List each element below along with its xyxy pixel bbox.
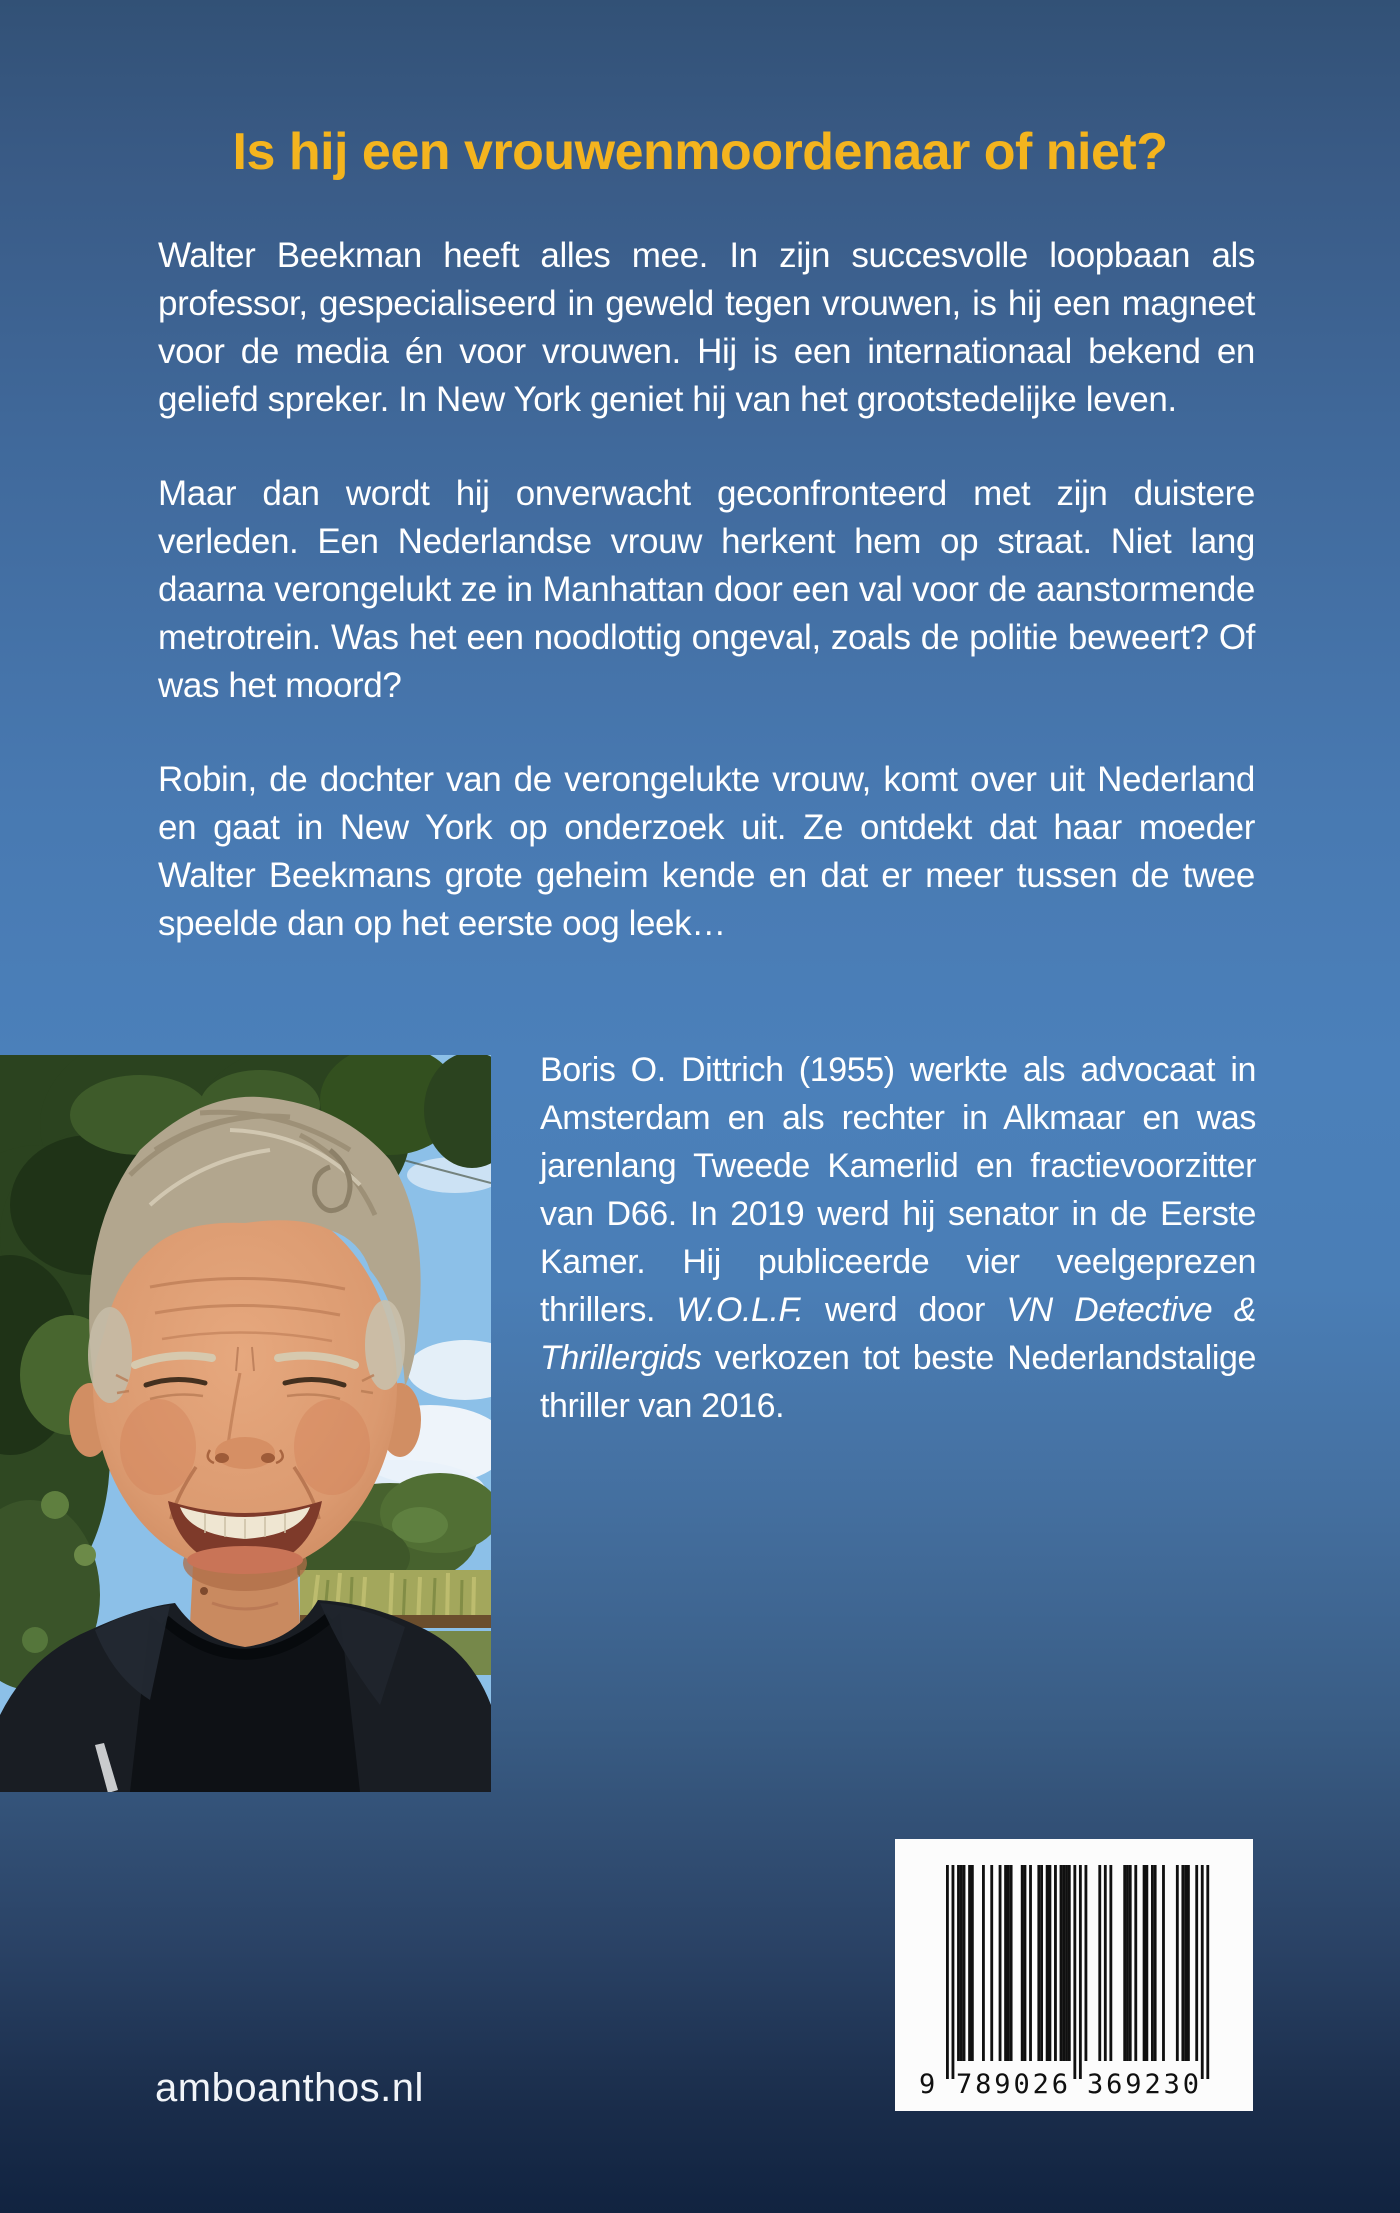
bio-text-segment: werd door	[803, 1291, 1007, 1329]
headline: Is hij een vrouwenmoordenaar of niet?	[232, 123, 1168, 181]
synopsis-paragraph-2: Maar dan wordt hij onverwacht geconfronteerd met zijn duistere verleden. Een Nederlandse vrouw herkent hem op straat. Niet lang daarna verongelukt ze in Manhattan door een val voor de aanstormende metrotrein. Was het een noodlottig ongeval, zoals de politie beweert? Of was het moord?	[158, 474, 1255, 705]
author-photo	[0, 1055, 491, 1792]
bio-text-segment: verkozen tot beste Nederlandstalige thriller van 2016.	[540, 1339, 1256, 1425]
bio-italic-title: VN Detective & Thrillergids	[540, 1291, 1256, 1377]
barcode	[895, 1839, 1253, 2111]
bio-text-segment: Boris O. Dittrich (1955) werkte als advocaat in Amsterdam en als rechter in Alkmaar en was jarenlang Tweede Kamerlid en fractievoorzitter van D66. In 2019 werd hij senator in de Eerste Kamer. Hij publiceerde vier veelgeprezen thrillers.	[540, 1051, 1256, 1329]
publisher-website: amboanthos.nl	[155, 2066, 424, 2110]
bio-italic-title: W.O.L.F.	[676, 1291, 804, 1329]
barcode-bars	[946, 1865, 1209, 2079]
author-bio-text	[540, 1046, 1256, 1430]
barcode-digit-prefix: 9	[919, 2069, 936, 2100]
barcode-digit-group2: 369230	[1087, 2069, 1199, 2100]
synopsis-paragraph-3: Robin, de dochter van de verongelukte vrouw, komt over uit Nederland en gaat in New York op onderzoek uit. Ze ontdekt dat haar moeder Walter Beekmans grote geheim kende en dat er meer tussen de twee speelde dan op het eerste oog leek…	[158, 760, 1255, 943]
synopsis-paragraph-1: Walter Beekman heeft alles mee. In zijn succesvolle loopbaan als professor, gespecialiseerd in geweld tegen vrouwen, is hij een magneet voor de media én voor vrouwen. Hij is een internationaal bekend en geliefd spreker. In New York geniet hij van het grootstedelijke leven.	[158, 236, 1255, 419]
barcode-digit-group1: 789026	[956, 2069, 1068, 2100]
synopsis	[158, 232, 1255, 948]
